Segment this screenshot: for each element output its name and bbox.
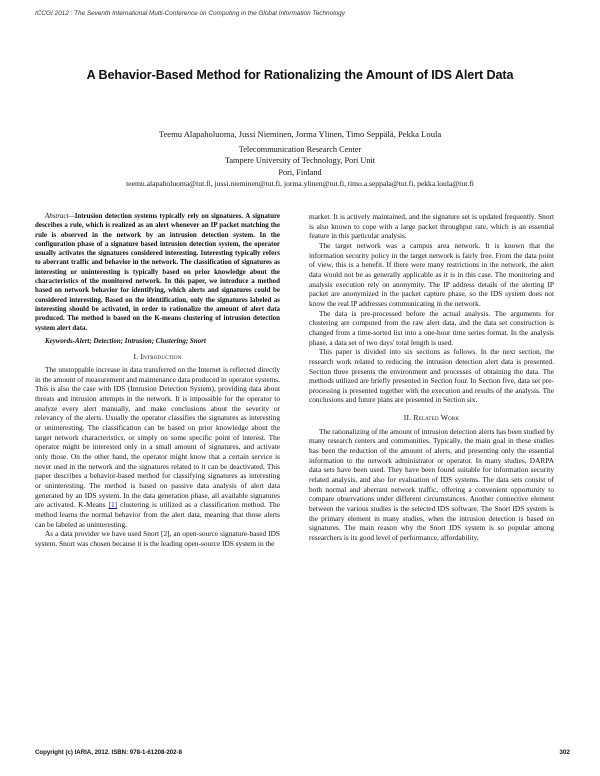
right-column: [309, 212, 554, 543]
paper-title: A Behavior-Based Method for Rationalizing the Amount of IDS Alert Data: [86, 68, 514, 82]
intro-paragraph-2: As a data provider we have used Snort [2], an open-source signature-based IDS system. Snort was chosen because it is the leading open-source IDS system in the: [35, 529, 280, 548]
body-paragraph-continued: market. It is actively maintained, and the signature set is updated frequently. Snort is also known to cope with a large packet throughput rate, which is an essential feature in this particular analysis.: [309, 212, 554, 241]
author-names: Teemu Alapaholuoma, Jussi Nieminen, Jorma Ylinen, Timo Seppälä, Pekka Loula: [158, 129, 442, 139]
citation-link[interactable]: [1]: [108, 500, 118, 510]
abstract-body: Intrusion detection systems typically rely on signatures. A signature describes a rule, which is realized as an alert whenever an IP packet matching the rule is observed in the network by an intrusion detection system. In the configuration phase of a signature based intrusion detection system, the operator usually activates the signatures considered interesting. Interesting typically refers to aberrant traffic and behavior in the network. The classification of signatures as interesting or uninteresting is typically based on prior knowledge about the characteristics of the monitored network. In this paper, we introduce a method based on network behavior for identifying, which alerts and signatures could be considered interesting. Based on the identification, only the signatures labeled as interesting should be activated, in order to rationalize the amount of alert data produced. The method is based on the K-means clustering of intrusion detection system alert data.: [35, 212, 280, 332]
body-paragraph-target-network: The target network was a campus area network. It is known that the information security policy in the target network is fairly free. From the data point of view, this is a benefit. If there were many restrictions in the network, the alert data would not be as generally applicable as it is in this case. The monitoring and analysis execution rely on anonymity. The IP address details of the alerting IP packet are anonymized in the packet capture phase, so the IDS system does not know the real IP addresses communicating in the network.: [309, 240, 554, 308]
copyright-footer: Copyright (c) IARIA, 2012. ISBN: 978-1-61208-202-8: [35, 749, 182, 756]
intro-paragraph-1: [35, 365, 280, 529]
abstract: [35, 212, 280, 333]
section-heading-related-work: II. Related Work: [403, 413, 460, 423]
running-header: ICCGI 2012 : The Seventh International Multi-Conference on Computing in the Global Information Technology: [35, 10, 345, 17]
affiliation-line-1: Telecommunication Research Center: [238, 144, 362, 154]
intro-text-cont: clustering is utilized as a classification method. The method learns the normal behavior from the alert data, meaning that those alerts can be labeled as uninteresting.: [35, 500, 280, 529]
author-block: [0, 129, 600, 190]
affiliation-line-2: Tampere University of Technology, Pori Unit: [224, 156, 376, 165]
left-column: [35, 212, 280, 549]
page-number: 302: [559, 749, 570, 756]
intro-text: The unstoppable increase in data transferred on the Internet is reflected directly in the amount of measurement and maintenance data produced in operator systems. This is also the case with IDS (Intrusion Detection System), providing data about threats and intrusion attempts in the network. It is impossible for the operator to analyze every alert manually, and make conclusions about the severity or relevancy of the alerts. Usually the operator classifies the signatures as interesting or uninteresting. The classification can be based on prior knowledge about the target network characteristics, or simply on some specific point of interest. The operator might be interested only in a small amount of signatures, and activate only those. On the other hand, the operator might know that a certain service is never used in the network and the signatures related to it can be deactivated. This paper describes a behavior-based method for classifying signatures as interesting or uninteresting. The method is based on passive data analysis of alert data generated by an IDS system. In the data generation phase, all available signatures are activated. K-Means: [35, 365, 280, 510]
body-paragraph-outline: This paper is divided into six sections as follows. In the next section, the research work related to reducing the intrusion detection alert data is presented. Section three presents the environment and processes of obtaining the data. The methods utilized are briefly presented in Section four. In Section five, data set pre-processing is presented together with the execution and results of the analysis. The conclusions and future plans are presented in Section six.: [309, 347, 554, 405]
section-heading-introduction: I. Introduction: [133, 351, 182, 361]
author-emails: teemu.alapaholuoma@tut.fi, jussi.nieminen@tut.fi, jorma.ylinen@tut.fi, timo.a.seppala@tut.fi, pekka.loula@tut.fi: [126, 179, 474, 188]
affiliation-line-3: Pori, Finland: [278, 167, 322, 177]
abstract-lead: Abstract—: [45, 212, 75, 220]
keywords: Keywords-Alert; Detection; Intrusion; Clustering; Snort: [45, 336, 206, 345]
body-paragraph-preprocessing: The data is pre-processed before the actual analysis. The arguments for clustering are computed from the raw alert data, and the data set construction is changed from a time-sorted list into a one-hour time series format. In the analysis phase, a data set of two days' total length is used.: [309, 308, 554, 347]
related-work-paragraph: The rationalizing of the amount of intrusion detection alerts has been studied by many research centers and communities. Typically, the main goal in these studies has been the reduction of the amount of alerts, and presenting only the essential information to the network administrator or operator. In many studies, DARPA data sets have been used. They have been found suitable for information security related analysis, and also for evaluation of IDS systems. The data sets consist of both normal and aberrant network traffic, offering a convenient opportunity to compare observations under different circumstances. Another connective element between the various studies is the selected IDS software. The Snort IDS system is the primary element in many studies, when the intrusion detection is based on signatures. The main reason why the Snort IDS system is so popular among researchers is its good level of performance, affordability,: [309, 426, 554, 542]
